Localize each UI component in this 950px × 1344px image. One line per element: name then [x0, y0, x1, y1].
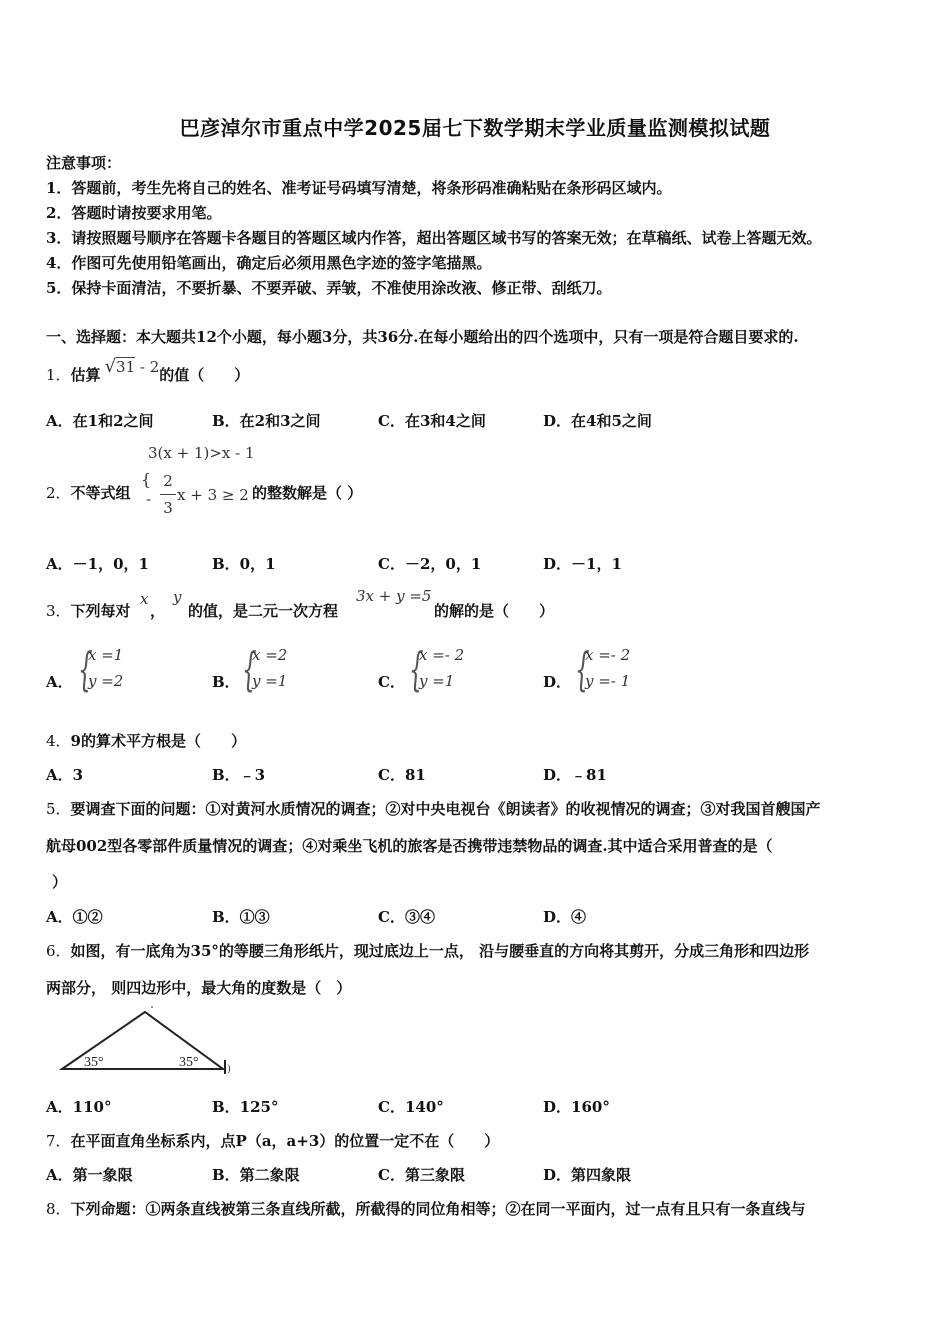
question-3 — [46, 600, 131, 621]
question-number: 6． — [46, 942, 71, 960]
option-a[interactable]: A． — [46, 673, 73, 691]
question-4 — [46, 730, 246, 751]
option-b[interactable]: B．第二象限 — [212, 1166, 300, 1184]
fraction-denominator: 3 — [163, 499, 173, 517]
variable-y: y — [173, 588, 182, 606]
question-text: 下列命题：①两条直线被第三条直线所截，所截得的同位角相等；②在同一平面内，过一点有且只有一条直线与 — [70, 1200, 806, 1218]
option-b[interactable]: B．125° — [212, 1098, 279, 1116]
notice-item: 1．答题前，考生先将自己的姓名、准考证号码填写清楚，将条形码准确粘贴在条形码区域内。 — [46, 179, 672, 197]
option-d[interactable]: D． — [543, 673, 572, 691]
option-d[interactable]: D．在4和5之间 — [543, 412, 652, 430]
system-brace: { — [141, 470, 152, 489]
question-text: 下列每对 — [70, 602, 131, 620]
question-8 — [46, 1198, 806, 1219]
question-1 — [46, 356, 250, 385]
inequality-2-sign: - — [146, 490, 152, 508]
fraction-numerator: 2 — [163, 472, 173, 490]
question-2 — [46, 482, 131, 503]
option-d[interactable]: D．第四象限 — [543, 1166, 632, 1184]
option-c[interactable]: C． — [378, 673, 405, 691]
equation-row: y =- 1 — [585, 672, 631, 690]
option-b[interactable]: B．①③ — [212, 908, 270, 926]
question-text: 的整数解是（ ） — [252, 484, 363, 502]
option-c[interactable]: C．第三象限 — [378, 1166, 465, 1184]
notice-item: 3．请按照题号顺序在答题卡各题目的答题区域内作答，超出答题区域书写的答案无效；在草稿纸、试卷上答题无效。 — [46, 229, 822, 247]
question-text: 要调查下面的问题：①对黄河水质情况的调查；②对中央电视台《朗读者》的收视情况的调查；③对我国首艘国产 — [70, 800, 821, 818]
question-text: 的解的是（ ） — [434, 602, 555, 620]
question-text: 在平面直角坐标系内，点P（a，a+3）的位置一定不在（ ） — [70, 1132, 500, 1150]
question-number: 8． — [46, 1200, 71, 1218]
brace-icon: { — [78, 642, 93, 696]
option-b[interactable]: B．0，1 — [212, 555, 276, 573]
question-number: 3． — [46, 602, 71, 620]
question-number: 2． — [46, 484, 71, 502]
radical-sign-icon: √ — [104, 356, 117, 377]
equation-row: x =- 2 — [419, 646, 465, 664]
inequality-1: 3(x + 1)>x - 1 — [148, 444, 255, 462]
brace-icon: { — [575, 642, 590, 696]
equation-row: x =2 — [252, 646, 288, 664]
option-d[interactable]: D．160° — [543, 1098, 610, 1116]
question-6 — [46, 940, 809, 961]
option-a[interactable]: A．①② — [46, 908, 103, 926]
question-text: 两部分， 则四边形中，最大角的度数是（ ） — [46, 979, 352, 997]
radicand: 31 — [116, 358, 136, 376]
brace-icon: { — [409, 642, 424, 696]
question-number: 7． — [46, 1132, 71, 1150]
question-5 — [46, 798, 821, 819]
question-number: 5． — [46, 800, 71, 818]
question-text: ） — [52, 873, 68, 891]
question-number: 4． — [46, 732, 71, 750]
equation: 3x + y =5 — [356, 587, 432, 605]
angle-label-right: 35° — [179, 1055, 199, 1070]
option-a[interactable]: A．3 — [46, 766, 84, 784]
triangle-figure — [55, 1004, 245, 1076]
question-number: 1． — [46, 366, 71, 384]
apex-dot — [151, 1006, 153, 1008]
equation-row: x =1 — [88, 646, 124, 664]
exam-title: 巴彦淖尔市重点中学2025届七下数学期末学业质量监测模拟试题 — [179, 116, 771, 140]
notice-heading: 注意事项： — [46, 154, 122, 172]
variable-x: x — [140, 590, 149, 608]
option-d[interactable]: D．－1，1 — [543, 555, 622, 573]
option-d[interactable]: D．④ — [543, 908, 587, 926]
option-a[interactable]: A．－1，0，1 — [46, 555, 149, 573]
option-c[interactable]: C．81 — [378, 766, 426, 784]
option-a[interactable]: A．在1和2之间 — [46, 412, 154, 430]
question-text: 估算 — [70, 366, 101, 384]
inequality-2-rest: x + 3 ≥ 2 — [177, 486, 249, 504]
section-header: 一、选择题：本大题共12个小题，每小题3分，共36分.在每小题给出的四个选项中，只有一项是符合题目要求的. — [46, 328, 799, 346]
question-text: 的值（ ） — [159, 366, 250, 384]
notice-item: 5．保持卡面清洁，不要折暴、不要弄破、弄皱，不准使用涂改液、修正带、刮纸刀。 — [46, 279, 612, 297]
option-c[interactable]: C．③④ — [378, 908, 435, 926]
option-a[interactable]: A．第一象限 — [46, 1166, 133, 1184]
option-c[interactable]: C．－2，0，1 — [378, 555, 482, 573]
question-text: 9的算术平方根是（ ） — [70, 732, 246, 750]
equation-row: y =1 — [419, 672, 455, 690]
option-b[interactable]: B．﹣3 — [212, 766, 266, 784]
brace-icon: { — [242, 642, 257, 696]
option-c[interactable]: C．在3和4之间 — [378, 412, 486, 430]
notice-item: 4．作图可先使用铅笔画出，确定后必须用黑色字迹的签字笔描黑。 — [46, 254, 492, 272]
equation-row: x =- 2 — [585, 646, 631, 664]
equation-row: y =2 — [88, 672, 124, 690]
option-c[interactable]: C．140° — [378, 1098, 444, 1116]
minus-term: - 2 — [135, 358, 160, 376]
question-text: 的值，是二元一次方程 — [188, 602, 339, 620]
option-d[interactable]: D．﹣81 — [543, 766, 607, 784]
notice-item: 2．答题时请按要求用笔。 — [46, 204, 222, 222]
fraction-bar — [160, 494, 176, 495]
question-text: 如图，有一底角为35°的等腰三角形纸片，现过底边上一点， 沿与腰垂直的方向将其剪开，分成三角形和四边形 — [70, 942, 810, 960]
angle-label-left: 35° — [84, 1055, 104, 1070]
equation-row: y =1 — [252, 672, 288, 690]
separator: ， — [150, 602, 166, 620]
mark-glyph: ) — [227, 1064, 231, 1075]
question-text: 航母002型各零部件质量情况的调查；④对乘坐飞机的旅客是否携带违禁物品的调查.其中适合采用普查的是（ — [46, 837, 773, 855]
option-a[interactable]: A．110° — [46, 1098, 112, 1116]
sqrt-expression — [105, 358, 160, 376]
option-b[interactable]: B．在2和3之间 — [212, 412, 321, 430]
question-7 — [46, 1130, 499, 1151]
question-text: 不等式组 — [70, 484, 131, 502]
option-b[interactable]: B． — [212, 673, 240, 691]
